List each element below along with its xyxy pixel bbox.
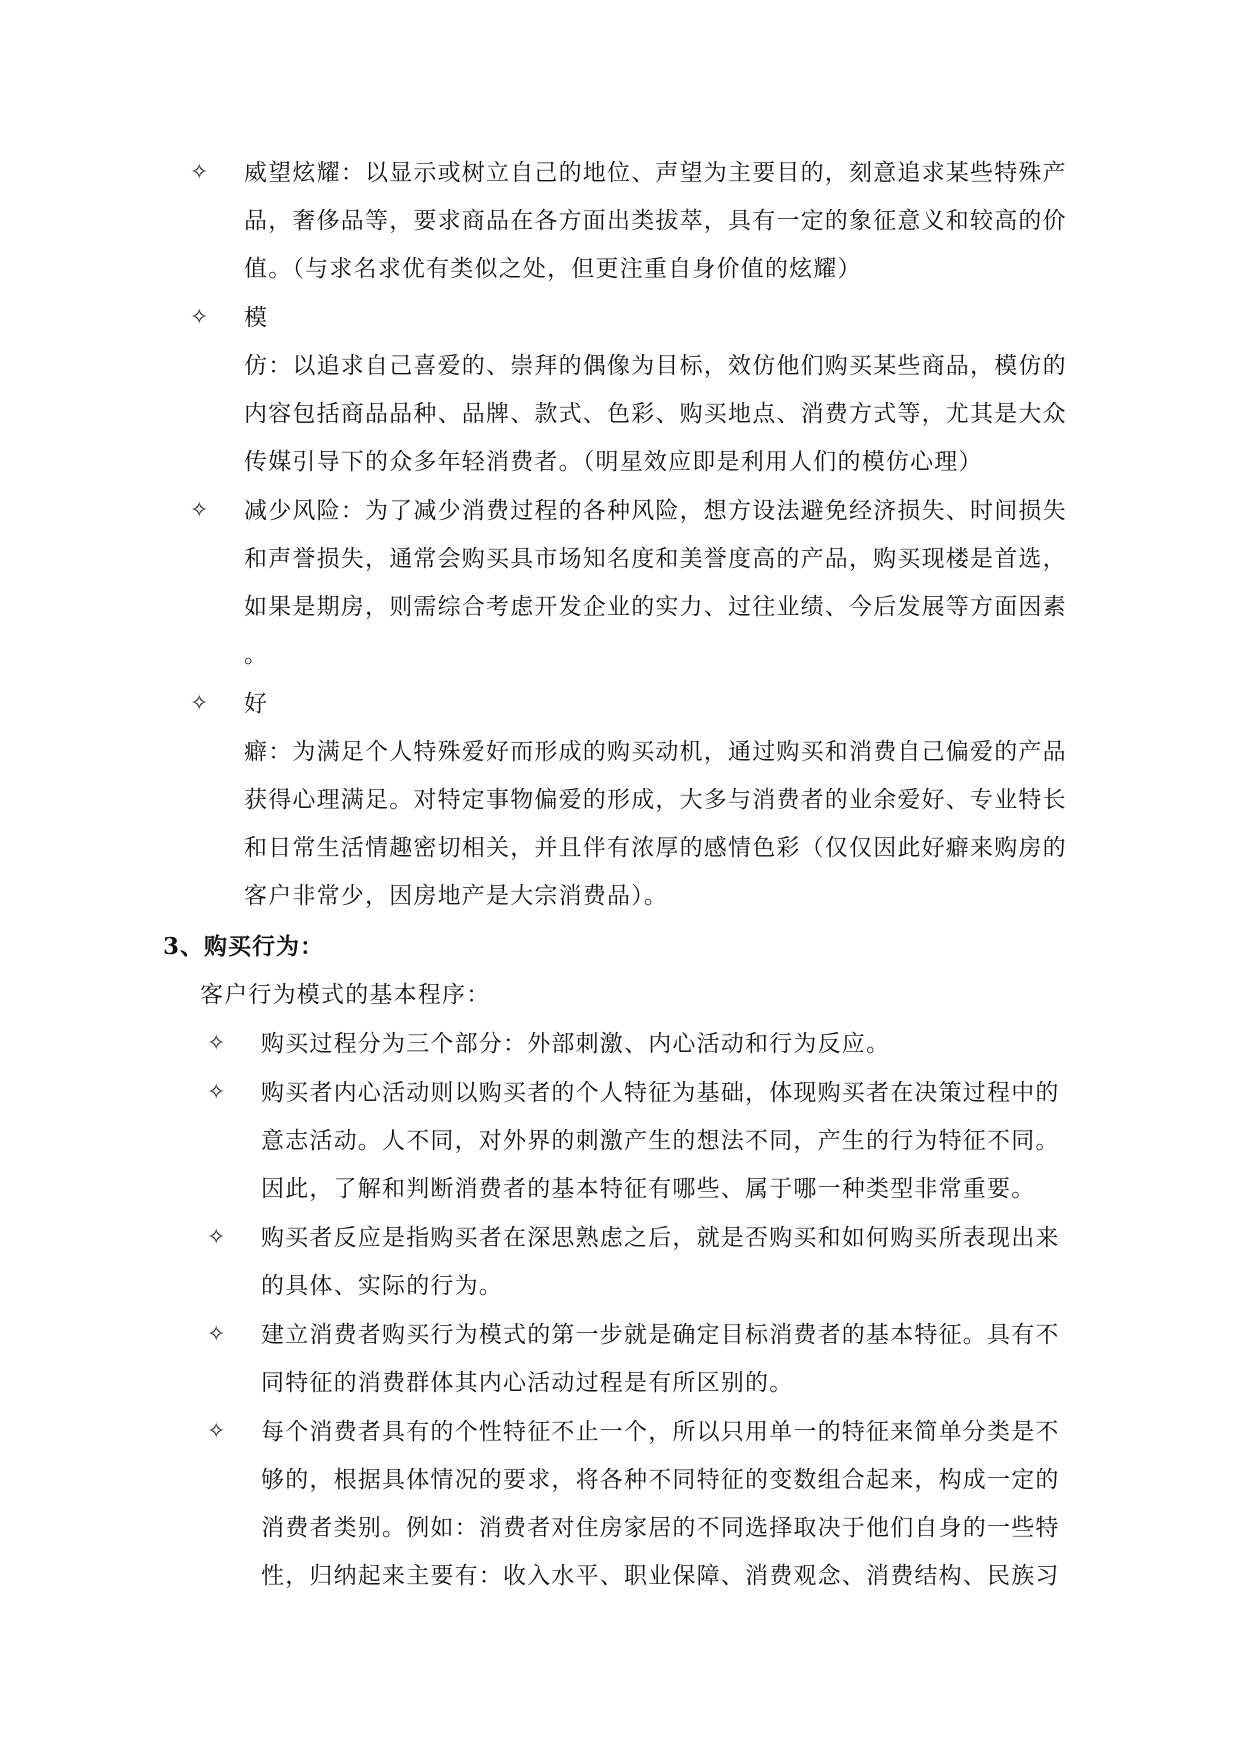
paragraph-line: 值。（与求名求优有类似之处，但更注重自身价值的炫耀） xyxy=(244,256,862,282)
paragraph-line: 每个消费者具有的个性特征不止一个，所以只用单一的特征来简单分类是不 xyxy=(261,1419,1060,1445)
bullet-diamond-icon: ✧ xyxy=(190,691,209,716)
paragraph-line: 模 xyxy=(244,305,269,331)
paragraph-line: 购买过程分为三个部分：外部刺激、内心活动和行为反应。 xyxy=(261,1031,891,1057)
paragraph-line: 内容包括商品品种、品牌、款式、色彩、购买地点、消费方式等，尤其是大众 xyxy=(244,401,1067,427)
paragraph-line: 传媒引导下的众多年轻消费者。（明星效应即是利用人们的模仿心理） xyxy=(244,449,983,475)
paragraph-line: 获得心理满足。对特定事物偏爱的形成，大多与消费者的业余爱好、专业特长 xyxy=(244,787,1067,813)
paragraph-line: 和声誉损失，通常会购买具市场知名度和美誉度高的产品，购买现楼是首选， xyxy=(244,546,1067,572)
paragraph-line: 好 xyxy=(244,691,269,717)
bullet-diamond-icon: ✧ xyxy=(207,1322,226,1347)
paragraph-line: 同特征的消费群体其内心活动过程是有所区别的。 xyxy=(261,1370,794,1396)
section-intro: 客户行为模式的基本程序： xyxy=(200,982,491,1008)
bullet-diamond-icon: ✧ xyxy=(190,498,209,523)
bullet-diamond-icon: ✧ xyxy=(207,1225,226,1250)
paragraph-line: 品，奢侈品等，要求商品在各方面出类拔萃，具有一定的象征意义和较高的价 xyxy=(244,208,1067,234)
section-heading: 3、购买行为： xyxy=(163,933,325,960)
paragraph-line: 和日常生活情趣密切相关，并且伴有浓厚的感情色彩（仅仅因此好癖来购房的 xyxy=(244,835,1067,861)
paragraph-line: 仿：以追求自己喜爱的、崇拜的偶像为目标，效仿他们购买某些商品，模仿的 xyxy=(244,353,1067,379)
paragraph-line: 癖：为满足个人特殊爱好而形成的购买动机，通过购买和消费自己偏爱的产品 xyxy=(244,739,1067,765)
paragraph-line: 的具体、实际的行为。 xyxy=(261,1273,503,1299)
paragraph-line: 购买者内心活动则以购买者的个人特征为基础，体现购买者在决策过程中的 xyxy=(261,1080,1060,1106)
paragraph-line: 性，归纳起来主要有：收入水平、职业保障、消费观念、消费结构、民族习 xyxy=(261,1563,1060,1589)
paragraph-line: 购买者反应是指购买者在深思熟虑之后，就是否购买和如何购买所表现出来 xyxy=(261,1225,1060,1251)
paragraph-line: 意志活动。人不同，对外界的刺激产生的想法不同，产生的行为特征不同。 xyxy=(261,1128,1060,1154)
paragraph-line: 如果是期房，则需综合考虑开发企业的实力、过往业绩、今后发展等方面因素 xyxy=(244,594,1067,620)
paragraph-line: 够的，根据具体情况的要求，将各种不同特征的变数组合起来，构成一定的 xyxy=(261,1467,1060,1493)
bullet-diamond-icon: ✧ xyxy=(190,160,209,185)
paragraph-line: 消费者类别。例如：消费者对住房家居的不同选择取决于他们自身的一些特 xyxy=(261,1515,1060,1541)
paragraph-line: 。 xyxy=(244,642,269,668)
bullet-diamond-icon: ✧ xyxy=(207,1080,226,1105)
paragraph-line: 客户非常少，因房地产是大宗消费品）。 xyxy=(244,883,669,909)
paragraph-line: 减少风险：为了减少消费过程的各种风险，想方设法避免经济损失、时间损失 xyxy=(244,498,1067,524)
bullet-diamond-icon: ✧ xyxy=(207,1419,226,1444)
bullet-diamond-icon: ✧ xyxy=(207,1031,226,1056)
paragraph-line: 因此，了解和判断消费者的基本特征有哪些、属于哪一种类型非常重要。 xyxy=(261,1176,1036,1202)
bullet-diamond-icon: ✧ xyxy=(190,305,209,330)
paragraph-line: 威望炫耀：以显示或树立自己的地位、声望为主要目的，刻意追求某些特殊产 xyxy=(244,160,1067,186)
paragraph-line: 建立消费者购买行为模式的第一步就是确定目标消费者的基本特征。具有不 xyxy=(261,1322,1060,1348)
